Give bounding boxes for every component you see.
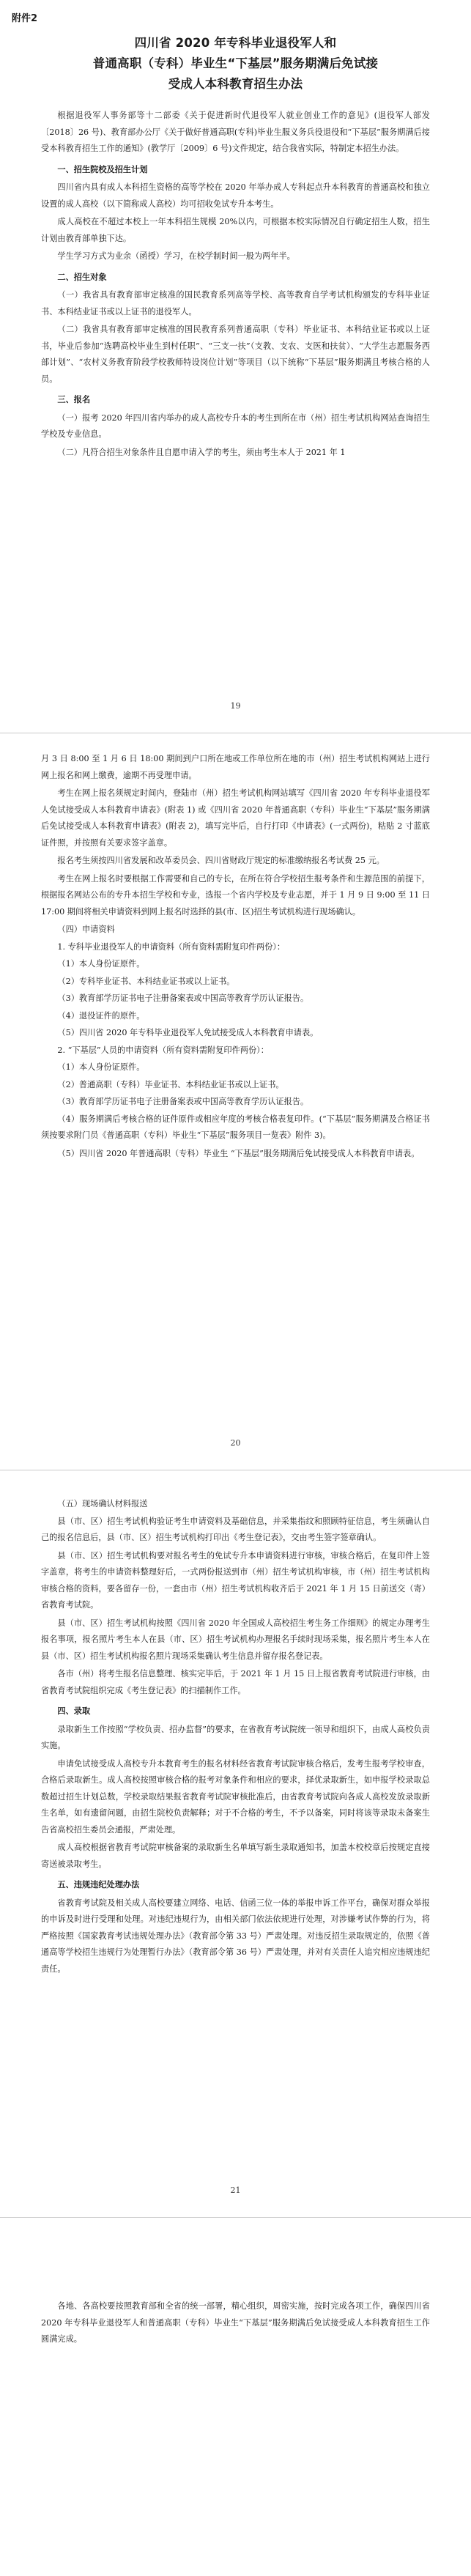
section-5-heading: 五、违规违纪处理办法 xyxy=(57,1880,140,1890)
section-3-paragraph-1: （一）报考 2020 年四川省内举办的成人高校专升本的考生到所在市（州）招生考试机构网站查询招生学校及专业信息。 xyxy=(41,412,430,439)
list-heading: 2. “下基层”人员的申请资料（所有资料需附复印件两份）： xyxy=(57,1045,269,1055)
paragraph: 县（市、区）招生考试机构要对报名考生的免试专升本申请资料进行审核，审核合格后，在复印件上签字盖章，将考生的申请资料整理好后，一式两份报送到市（州）招生考试机构审核，市（州）招生考试机构审核合格的资料，要各留存一份，一套由市（州）招生考试机构收齐后于 2021 年 1 月 15 日前送交（寄）省教育考试院。 xyxy=(41,1550,430,1610)
section-2-heading: 二、招生对象 xyxy=(57,272,107,282)
list-item: （3）教育部学历证书电子注册备案表或中国高等教育学历认证报告。 xyxy=(57,1097,309,1106)
document-page-1 xyxy=(0,0,471,733)
paragraph: 月 3 日 8:00 至 1 月 6 日 18:00 期间到户口所在地或工作单位所在地的市（州）招生考试机构网站上进行网上报名和网上缴费，逾期不再受理申请。 xyxy=(41,754,430,780)
section-2-paragraph-2: （二）我省具有教育部审定核准的国民教育系列普通高职（专科）毕业证书、本科结业证书或以上证书，毕业后参加“选聘高校毕业生到村任职”、“三支一扶”（支教、支农、支医和扶贫）、“大学生志愿服务西部计划”、“农村义务教育阶段学校教师特设岗位计划”等项目（以下统称“下基层”服务期满且考核合格的人员。 xyxy=(41,325,430,384)
paragraph: 省教育考试院及相关成人高校要建立网络、电话、信函三位一体的举报申诉工作平台，确保对群众举报的申诉及时进行受理和处理。对违纪违规行为，由相关部门依法依规进行处理，对涉嫌考试作弊的行为，将严格按照《国家教育考试违规处理办法》（教育部令第 33 号）严肃处理。对违反招生录取规定的，依照《普通高等学校招生违规行为处理暂行办法》（教育部令第 36 号）严肃处理，并对有关责任人追究相应违规违纪责任。 xyxy=(41,1898,430,1974)
list-heading: 1. 专科毕业退役军人的申请资料（所有资料需附复印件两份）： xyxy=(57,941,286,952)
section-1-paragraph-2: 成人高校在不超过本校上一年本科招生规模 20%以内，可根据本校实际情况自行确定招生人数，招生计划由教育部单独下达。 xyxy=(41,217,430,243)
section-4-heading: 四、录取 xyxy=(57,1706,91,1716)
section-3-heading: 三、报名 xyxy=(57,395,91,404)
paragraph: 成人高校根据省教育考试院审核备案的录取新生名单填写新生录取通知书，加盖本校校章后按规定直接寄送被录取考生。 xyxy=(41,1843,430,1869)
document-page-4 xyxy=(0,2218,471,2576)
list-item: （2）普通高职（专科）毕业证书、本科结业证书或以上证书。 xyxy=(57,1079,284,1089)
page-number: 19 xyxy=(230,701,241,711)
page-number: 20 xyxy=(230,1438,241,1448)
list-item: （3）教育部学历证书电子注册备案表或中国高等教育学历认证报告。 xyxy=(57,993,309,1003)
subheading-onsite-confirmation: （五）现场确认材料报送 xyxy=(57,1499,148,1509)
intro-paragraph: 根据退役军人事务部等十二部委《关于促进新时代退役军人就业创业工作的意见》(退役军人部发〔2018〕26 号)、教育部办公厅《关于做好普通高职(专科)毕业生服义务兵役退役和“下基层”服务期满后接受本科教育招生工作的通知》(教学厅〔2009〕6 号)文件规定，结合我省实际，特制定本招生办法。 xyxy=(41,111,430,153)
list-item: （1）本人身份证原件。 xyxy=(57,959,145,969)
list-item: （5）四川省 2020 年普通高职（专科）毕业生 “下基层”服务期满后免试接受成人本科教育申请表。 xyxy=(57,1148,420,1158)
paragraph: 各市（州）将考生报名信息整理、核实完毕后，于 2021 年 1 月 15 日上报省教育考试院进行审核，由省教育考试院组织完成《考生登记表》的扫描制作工作。 xyxy=(41,1669,430,1695)
list-item: （2）专科毕业证书、本科结业证书或以上证书。 xyxy=(57,976,235,986)
attachment-label: 附件2 xyxy=(12,13,38,24)
section-2-paragraph-1: （一）我省具有教育部审定核准的国民教育系列高等学校、高等教育自学考试机构颁发的专科毕业证书、本科结业证书或以上证书的退役军人。 xyxy=(41,290,430,317)
title-line-2: 普通高职（专科）毕业生“下基层”服务期满后免试接 xyxy=(92,56,379,70)
list-item: （1）本人身份证原件。 xyxy=(57,1062,145,1072)
paragraph: 申请免试接受成人高校专升本教育考生的报名材料经省教育考试院审核合格后，发考生报考学校审查，合格后录取新生。成人高校按照审核合格的报考对象条件和相应的要求，择优录取新生，如申报学校录取总数超过招生计划总数，学校录取结果报省教育考试院审核批准后，由省教育考试院向各成人高校发放录取新生名单，如有遗留问题，由招生院校负责解释；对于不合格的考生，不予以备案，同时将该等录取未备案生告省高校招生委员会通报，严肃处理。 xyxy=(41,1758,430,1835)
title-line-3: 受成人本科教育招生办法 xyxy=(168,77,303,91)
paragraph: 录取新生工作按照“学校负责、招办监督”的要求，在省教育考试院统一领导和组织下，由成人高校负责实施。 xyxy=(41,1724,430,1750)
section-1-paragraph-3: 学生学习方式为业余（函授）学习，在校学制时间一般为两年半。 xyxy=(57,251,295,261)
list-item: （4）退役证件的原件。 xyxy=(57,1010,145,1021)
page-number: 21 xyxy=(230,2185,241,2195)
paragraph: 报名考生须按四川省发展和改革委员会、四川省财政厅规定的标准缴纳报名考试费 25 元。 xyxy=(57,856,385,865)
document-page-2 xyxy=(0,733,471,1470)
list-item: （5）四川省 2020 年专科毕业退役军人免试接受成人本科教育申请表。 xyxy=(57,1028,319,1037)
document-title xyxy=(41,33,430,95)
paragraph: 县（市、区）招生考试机构按照《四川省 2020 年全国成人高校招生考生务工作细则》的规定办理考生报名事项，报名照片考生本人在县（市、区）招生考试机构办理报名手续时现场采集，报名照片考生本人在县（市、区）招生考试机构报名照片现场采集确认考生信息并留存报名登记表。 xyxy=(41,1618,430,1661)
paragraph: 考生在网上报名时要根据工作需要和自己的专长，在所在符合学校招生报考条件和生源范围的前提下，根据报名网站公布的专升本招生学校和专业，选报一个省内学校及专业志愿，并于 1 月 9 日 9:00 至 11 日 17:00 期间将相关申请资料到网上报名时选择的县(市、区)招生考试机构进行现场确认。 xyxy=(41,873,430,917)
section-1-heading: 一、招生院校及招生计划 xyxy=(57,164,148,174)
section-3-paragraph-2: （二）凡符合招生对象条件且自愿申请入学的考生，须由考生本人于 2021 年 1 xyxy=(57,447,346,457)
paragraph: 考生在网上报名须规定时间内，登陆市（州）招生考试机构网站填写《四川省 2020 年专科毕业退役军人免试接受成人本科教育申请表》(附表 1) 或《四川省 2020 年普通高职（专科）毕业生“下基层”服务期满后免试接受成人本科教育申请表》(附表 2)，填写完毕后，自行打印《申请表》(一式两份)，粘贴 2 寸蓝底证件照，并按照有关要求签字盖章。 xyxy=(41,788,430,848)
paragraph: 县（市、区）招生考试机构验证考生申请资料及基础信息，并采集指纹和照顾特征信息，考生须确认自己的报名信息后，县（市、区）招生考试机构打印出《考生登记表》，交由考生签字签章确认。 xyxy=(41,1516,430,1542)
document-page-3 xyxy=(0,1470,471,2217)
closing-paragraph: 各地、各高校要按照教育部和全省的统一部署，精心组织，周密实施，按时完成各项工作，确保四川省 2020 年专科毕业退役军人和普通高职（专科）毕业生“下基层”服务期满后免试接受成人本科教育招生工作圆满完成。 xyxy=(41,2301,430,2344)
list-item: （4）服务期满后考核合格的证件原件或相应年度的考核合格表复印件。(“下基层”服务期满及合格证书须按要求附门员《普通高职（专科）毕业生“下基层”服务项目一览表》附件 3)。 xyxy=(41,1114,430,1140)
title-line-1: 四川省 2020 年专科毕业退役军人和 xyxy=(134,36,337,50)
section-1-paragraph-1: 四川省内具有成人本科招生资格的高等学校在 2020 年举办成人专科起点升本科教育的普通高校和独立设置的成人高校（以下简称成人高校）均可招收免试专升本考生。 xyxy=(41,182,430,209)
subheading-application-materials: （四）申请资料 xyxy=(57,925,115,934)
